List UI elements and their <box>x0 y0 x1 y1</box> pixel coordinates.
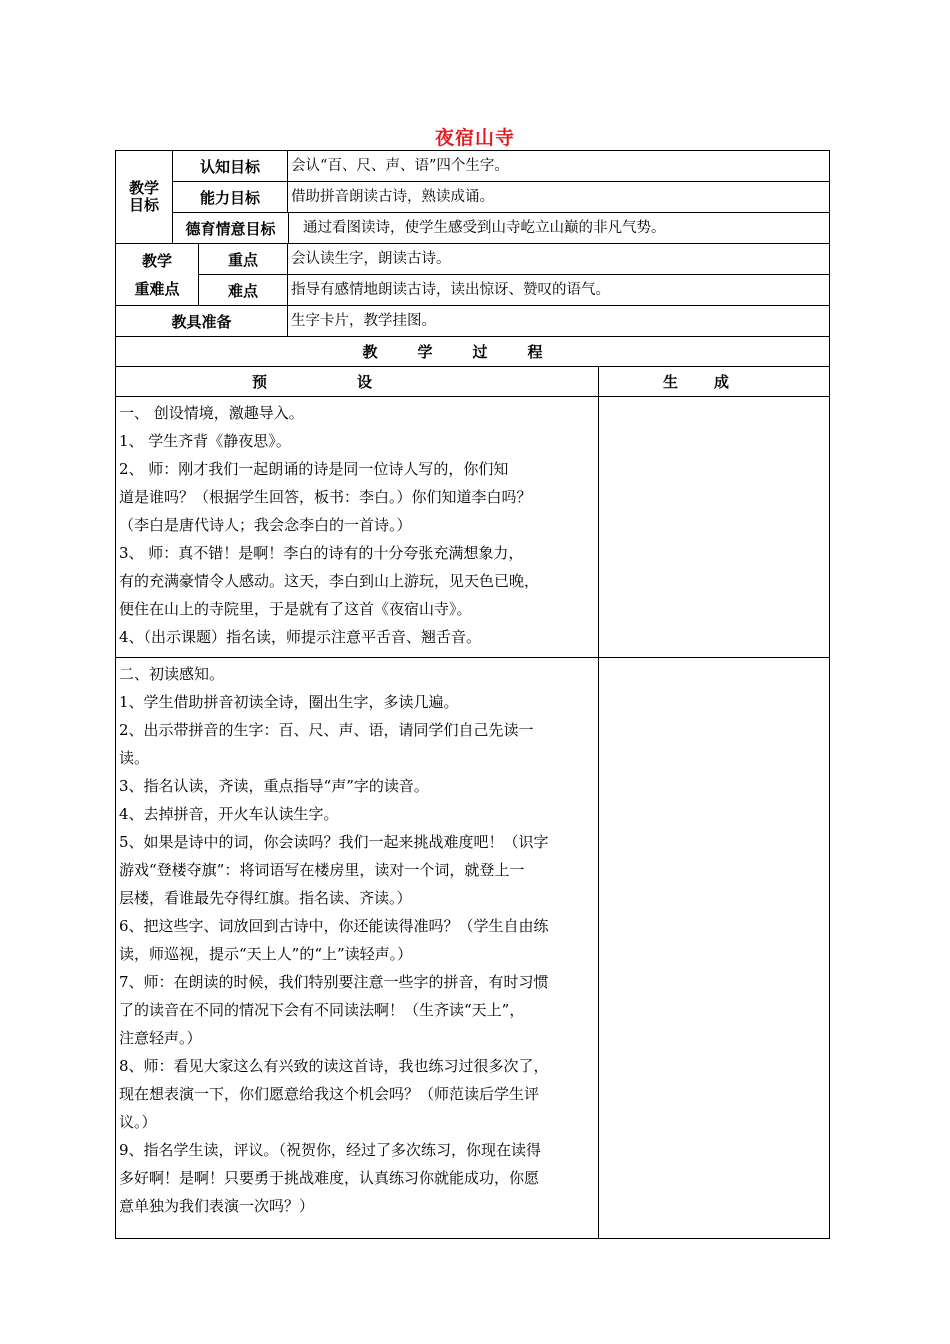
objective-name-moral: 德育情意目标 <box>173 213 289 244</box>
section-1-line: 道是谁吗？（根据学生回答，板书：李白。）你们知道李白吗？ <box>119 488 532 506</box>
section-1-line: 4、（出示课题）指名读，师提示注意平舌音、翘舌音。 <box>119 628 482 646</box>
section-2-line: 3、指名认读，齐读，重点指导“声”字的读音。 <box>119 777 429 795</box>
objective-name-cognitive: 认知目标 <box>173 151 288 182</box>
objectives-label <box>116 151 173 244</box>
section-2-line: 2、出示带拼音的生字：百、尺、声、语，请同学们自己先读一 <box>119 721 534 739</box>
section-1-line: （李白是唐代诗人；我会念李白的一首诗。） <box>119 516 412 534</box>
process-col-plan: 预设 <box>252 373 463 391</box>
process-section-2-plan <box>116 658 599 1239</box>
keypoint-name-difficulty: 难点 <box>199 275 288 306</box>
section-2-line: 层楼，看谁最先夺得红旗。指名读、齐读。） <box>119 889 412 907</box>
process-section-2-gen <box>599 658 830 1239</box>
section-2-line: 1、学生借助拼音初读全诗，圈出生字，多读几遍。 <box>119 693 459 711</box>
keypoint-content-focus: 会认读生字，朗读古诗。 <box>288 244 830 275</box>
section-1-line: 1、 学生齐背《静夜思》。 <box>119 432 291 450</box>
section-1-line: 2、 师：刚才我们一起朗诵的诗是同一位诗人写的，你们知 <box>119 460 509 478</box>
keypoints-label-line1: 教学 <box>141 251 172 270</box>
section-2-line: 6、把这些字、词放回到古诗中，你还能读得准吗？（学生自由练 <box>119 917 549 935</box>
process-columns-row <box>116 367 830 397</box>
section-2-line: 读，师巡视，提示“天上人”的“上”读轻声。） <box>119 945 413 963</box>
tools-label: 教具准备 <box>116 306 288 337</box>
objective-row-moral <box>116 213 830 244</box>
process-col-plan-cell <box>116 367 599 397</box>
objective-content-moral: 通过看图读诗，使学生感受到山寺屹立山巅的非凡气势。 <box>289 213 830 244</box>
keypoints-label <box>116 244 199 306</box>
objective-name-ability: 能力目标 <box>173 182 288 213</box>
section-2-line: 议。） <box>119 1113 157 1131</box>
section-2-line: 二、初读感知。 <box>119 665 225 683</box>
objective-content-cognitive: 会认“百、尺、声、语”四个生字。 <box>288 151 830 182</box>
section-1-line: 3、 师：真不错！是啊！李白的诗有的十分夸张充满想象力， <box>119 544 524 562</box>
section-2-line: 4、去掉拼音，开火车认读生字。 <box>119 805 339 823</box>
process-section-1-plan <box>116 397 599 658</box>
section-1-line: 便住在山上的寺院里，于是就有了这首《夜宿山寺》。 <box>119 600 472 618</box>
process-col-gen: 生成 <box>663 373 766 391</box>
section-2-line: 读。 <box>119 749 150 767</box>
objective-content-ability: 借助拼音朗读古诗，熟读成诵。 <box>288 182 830 213</box>
process-col-gen-cell <box>599 367 830 397</box>
document-title: 夜宿山寺 <box>434 127 515 149</box>
objectives-label-text: 教学目标 <box>128 179 159 214</box>
section-1-line: 有的充满豪情令人感动。这天，李白到山上游玩，见天色已晚， <box>119 572 540 590</box>
keypoint-row-focus <box>116 244 830 275</box>
objective-row-cognitive <box>116 151 830 182</box>
tools-row <box>116 306 830 337</box>
section-1-line: 一、 创设情境，激趣导入。 <box>119 404 304 422</box>
keypoint-content-difficulty: 指导有感情地朗读古诗，读出惊讶、赞叹的语气。 <box>288 275 830 306</box>
section-2-line: 意单独为我们表演一次吗？） <box>119 1197 315 1215</box>
section-2-line: 9、指名学生读，评议。（祝贺你，经过了多次练习，你现在读得 <box>119 1141 542 1159</box>
objective-row-ability <box>116 182 830 213</box>
lesson-plan-table <box>115 150 830 1239</box>
process-heading-row <box>116 337 830 367</box>
process-section-1-gen <box>599 397 830 658</box>
keypoint-name-focus: 重点 <box>199 244 288 275</box>
section-2-line: 5、如果是诗中的词，你会读吗？我们一起来挑战难度吧！（识字 <box>119 833 549 851</box>
section-2-line: 游戏“登楼夺旗”：将词语写在楼房里，读对一个词，就登上一 <box>119 861 525 879</box>
process-heading: 教学过程 <box>362 343 583 361</box>
keypoint-row-difficulty <box>116 275 830 306</box>
process-section-2 <box>116 658 830 1239</box>
section-2-line: 注意轻声。） <box>119 1029 202 1047</box>
section-2-line: 7、师：在朗读的时候，我们特别要注意一些字的拼音，有时习惯 <box>119 973 549 991</box>
section-2-line: 8、师：看见大家这么有兴致的读这首诗，我也练习过很多次了， <box>119 1057 549 1075</box>
section-2-line: 了的读音在不同的情况下会有不同读法啊！（生齐读“天上”， <box>119 1001 525 1019</box>
process-section-1 <box>116 397 830 658</box>
section-2-line: 多好啊！是啊！只要勇于挑战难度，认真练习你就能成功，你愿 <box>119 1169 540 1187</box>
section-2-line: 现在想表演一下，你们愿意给我这个机会吗？（师范读后学生评 <box>119 1085 540 1103</box>
tools-content: 生字卡片，教学挂图。 <box>288 306 830 337</box>
process-heading-cell <box>116 337 830 367</box>
keypoints-label-line2: 重难点 <box>134 279 180 298</box>
